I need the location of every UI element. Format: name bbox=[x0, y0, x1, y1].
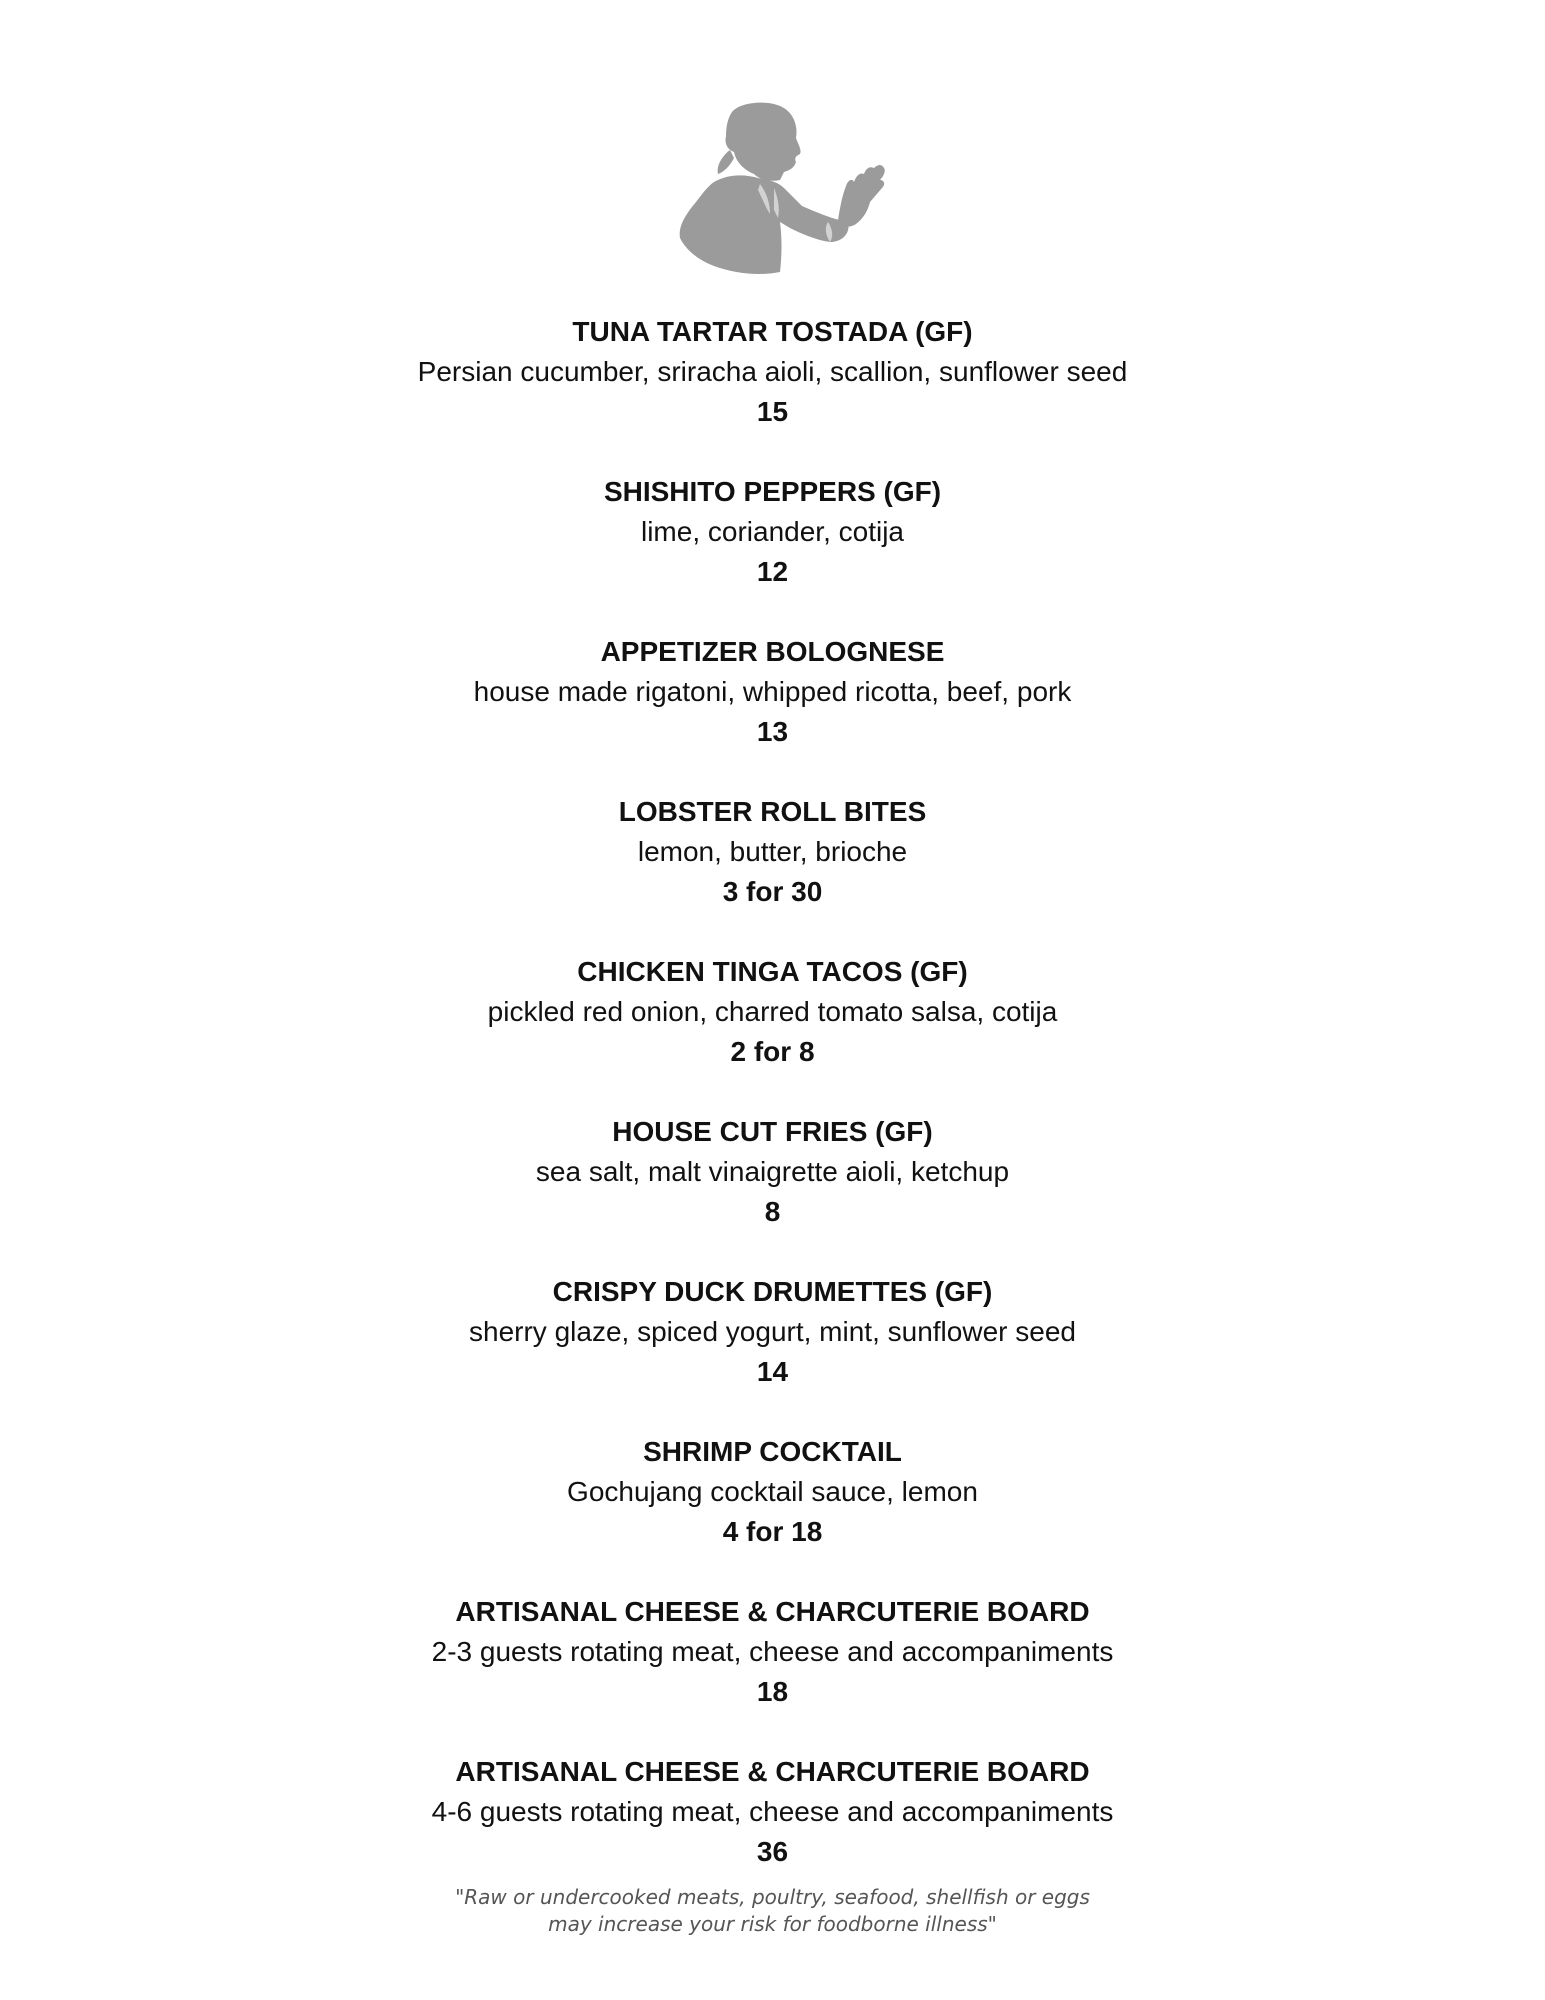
menu-item bbox=[0, 632, 1545, 792]
menu-item-name: TUNA TARTAR TOSTADA (GF) bbox=[572, 316, 973, 347]
menu-item-name: ARTISANAL CHEESE & CHARCUTERIE BOARD bbox=[455, 1596, 1090, 1627]
menu-item-name: HOUSE CUT FRIES (GF) bbox=[612, 1116, 933, 1147]
menu-item-description: 2-3 guests rotating meat, cheese and accompaniments bbox=[431, 1636, 1114, 1667]
menu-item bbox=[0, 952, 1545, 1112]
menu-item-price: 8 bbox=[764, 1196, 781, 1227]
menu-item-price: 3 for 30 bbox=[722, 876, 823, 907]
menu-item-name: ARTISANAL CHEESE & CHARCUTERIE BOARD bbox=[455, 1756, 1090, 1787]
menu-item-name: CRISPY DUCK DRUMETTES (GF) bbox=[552, 1276, 993, 1307]
menu-item-name: APPETIZER BOLOGNESE bbox=[600, 636, 945, 667]
menu-list bbox=[0, 312, 1545, 1912]
menu-item-name: SHRIMP COCKTAIL bbox=[643, 1436, 902, 1467]
menu-item bbox=[0, 1592, 1545, 1752]
foodborne-illness-disclaimer bbox=[0, 1884, 1545, 1938]
menu-item-description: Persian cucumber, sriracha aioli, scallion, sunflower seed bbox=[417, 356, 1128, 387]
menu-item-name: SHISHITO PEPPERS (GF) bbox=[603, 476, 942, 507]
menu-item-price: 13 bbox=[756, 716, 789, 747]
menu-item bbox=[0, 312, 1545, 472]
menu-item-description: lime, coriander, cotija bbox=[640, 516, 904, 547]
menu-item bbox=[0, 792, 1545, 952]
menu-item-description: 4-6 guests rotating meat, cheese and accompaniments bbox=[431, 1796, 1114, 1827]
menu-item-description: sea salt, malt vinaigrette aioli, ketchup bbox=[535, 1156, 1010, 1187]
silhouette-figure-waving-icon bbox=[670, 98, 910, 280]
menu-item-price: 15 bbox=[756, 396, 789, 427]
menu-item-description: pickled red onion, charred tomato salsa, cotija bbox=[487, 996, 1058, 1027]
menu-item-name: LOBSTER ROLL BITES bbox=[618, 796, 927, 827]
menu-item-price: 36 bbox=[756, 1836, 789, 1867]
menu-item-price: 12 bbox=[756, 556, 789, 587]
menu-item-price: 2 for 8 bbox=[730, 1036, 815, 1067]
disclaimer-line: may increase your risk for foodborne illness" bbox=[548, 1912, 997, 1936]
menu-item bbox=[0, 472, 1545, 632]
menu-item-description: Gochujang cocktail sauce, lemon bbox=[567, 1476, 978, 1507]
menu-item-description: house made rigatoni, whipped ricotta, beef, pork bbox=[473, 676, 1072, 707]
menu-item-name: CHICKEN TINGA TACOS (GF) bbox=[577, 956, 968, 987]
menu-item-price: 18 bbox=[756, 1676, 789, 1707]
menu-item-price: 4 for 18 bbox=[722, 1516, 823, 1547]
menu-item bbox=[0, 1432, 1545, 1592]
menu-item-description: sherry glaze, spiced yogurt, mint, sunflower seed bbox=[469, 1316, 1076, 1347]
disclaimer-line: "Raw or undercooked meats, poultry, seafood, shellfish or eggs bbox=[455, 1885, 1090, 1909]
menu-item-description: lemon, butter, brioche bbox=[637, 836, 908, 867]
menu-item bbox=[0, 1272, 1545, 1432]
logo bbox=[670, 98, 910, 280]
menu-item bbox=[0, 1112, 1545, 1272]
menu-item-price: 14 bbox=[756, 1356, 789, 1387]
